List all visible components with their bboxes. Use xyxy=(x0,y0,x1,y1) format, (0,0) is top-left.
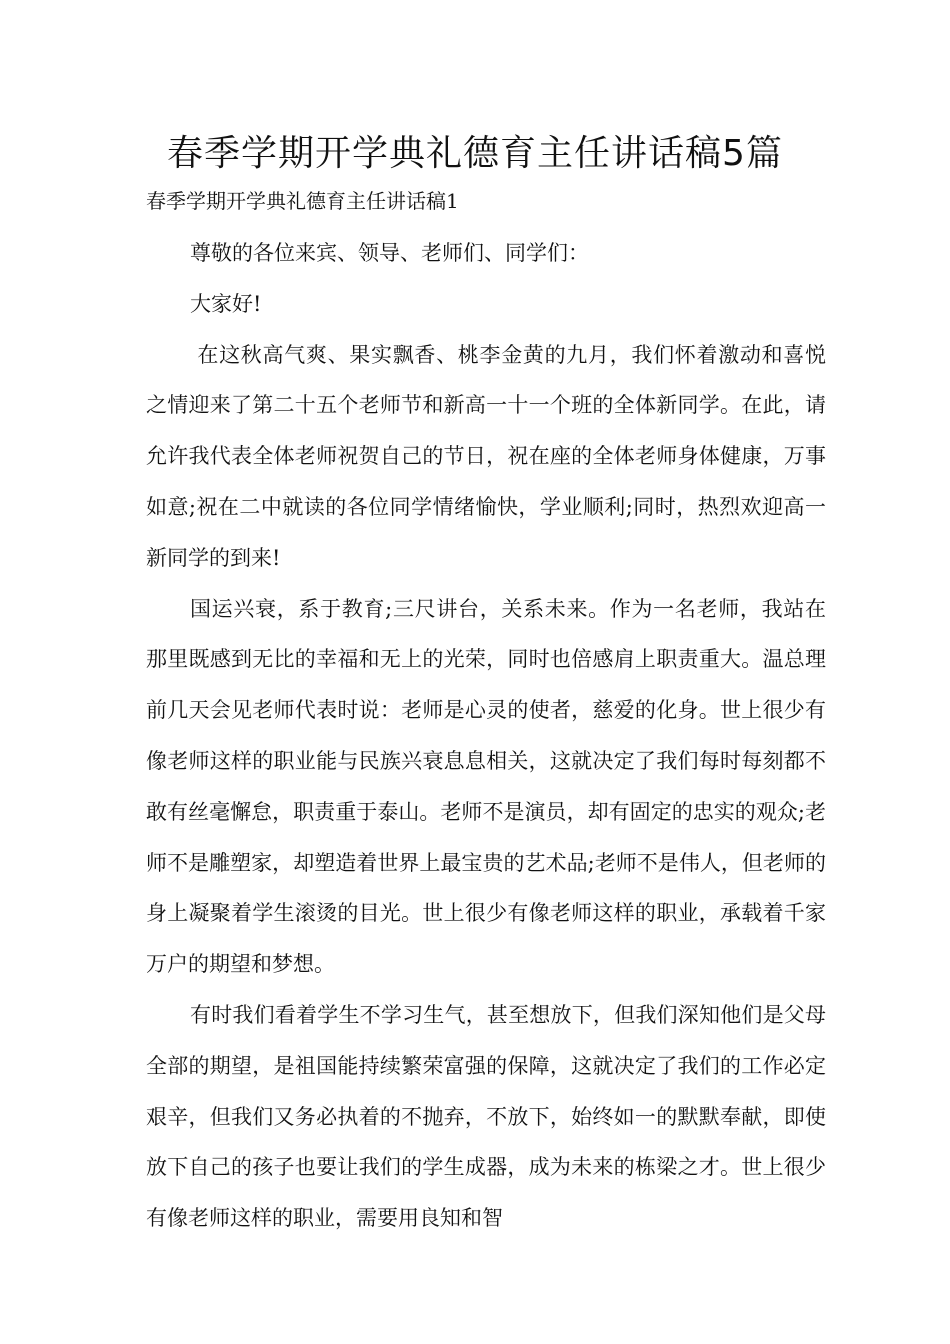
paragraph-dedication: 有时我们看着学生不学习生气，甚至想放下，但我们深知他们是父母全部的期望，是祖国能持续繁荣富强的保障，这就决定了我们的工作必定艰辛，但我们又务必执着的不抛弃，不放下，始终如一的默默奉献，即使放下自己的孩子也要让我们的学生成器，成为未来的栋梁之才。世上很少有像老师这样的职业，需要用良知和智 xyxy=(146,1002,826,1231)
document-title: 春季学期开学典礼德育主任讲话稿5篇 xyxy=(167,133,783,174)
document-body xyxy=(146,228,826,1244)
paragraph-salutation: 尊敬的各位来宾、领导、老师们、同学们： xyxy=(190,241,589,265)
paragraph-opening: 在这秋高气爽、果实飘香、桃李金黄的九月，我们怀着激动和喜悦之情迎来了第二十五个老师节和新高一十一个班的全体新同学。在此，请允许我代表全体老师祝贺自己的节日，祝在座的全体老师身体健康，万事如意;祝在二中就读的各位同学情绪愉快，学业顺利;同时，热烈欢迎高一新同学的到来! xyxy=(146,342,827,570)
section-heading: 春季学期开学典礼德育主任讲话稿1 xyxy=(146,189,459,213)
paragraph-greeting: 大家好! xyxy=(190,291,262,316)
paragraph-education: 国运兴衰，系于教育;三尺讲台，关系未来。作为一名老师，我站在那里既感到无比的幸福和无上的光荣，同时也倍感肩上职责重大。温总理前几天会见老师代表时说：老师是心灵的使者，慈爱的化身。世上很少有像老师这样的职业能与民族兴衰息息相关，这就决定了我们每时每刻都不敢有丝毫懈怠，职责重于泰山。老师不是演员，却有固定的忠实的观众;老师不是雕塑家，却塑造着世界上最宝贵的艺术品;老师不是伟人，但老师的身上凝聚着学生滚烫的目光。世上很少有像老师这样的职业，承载着千家万户的期望和梦想。 xyxy=(146,596,826,977)
